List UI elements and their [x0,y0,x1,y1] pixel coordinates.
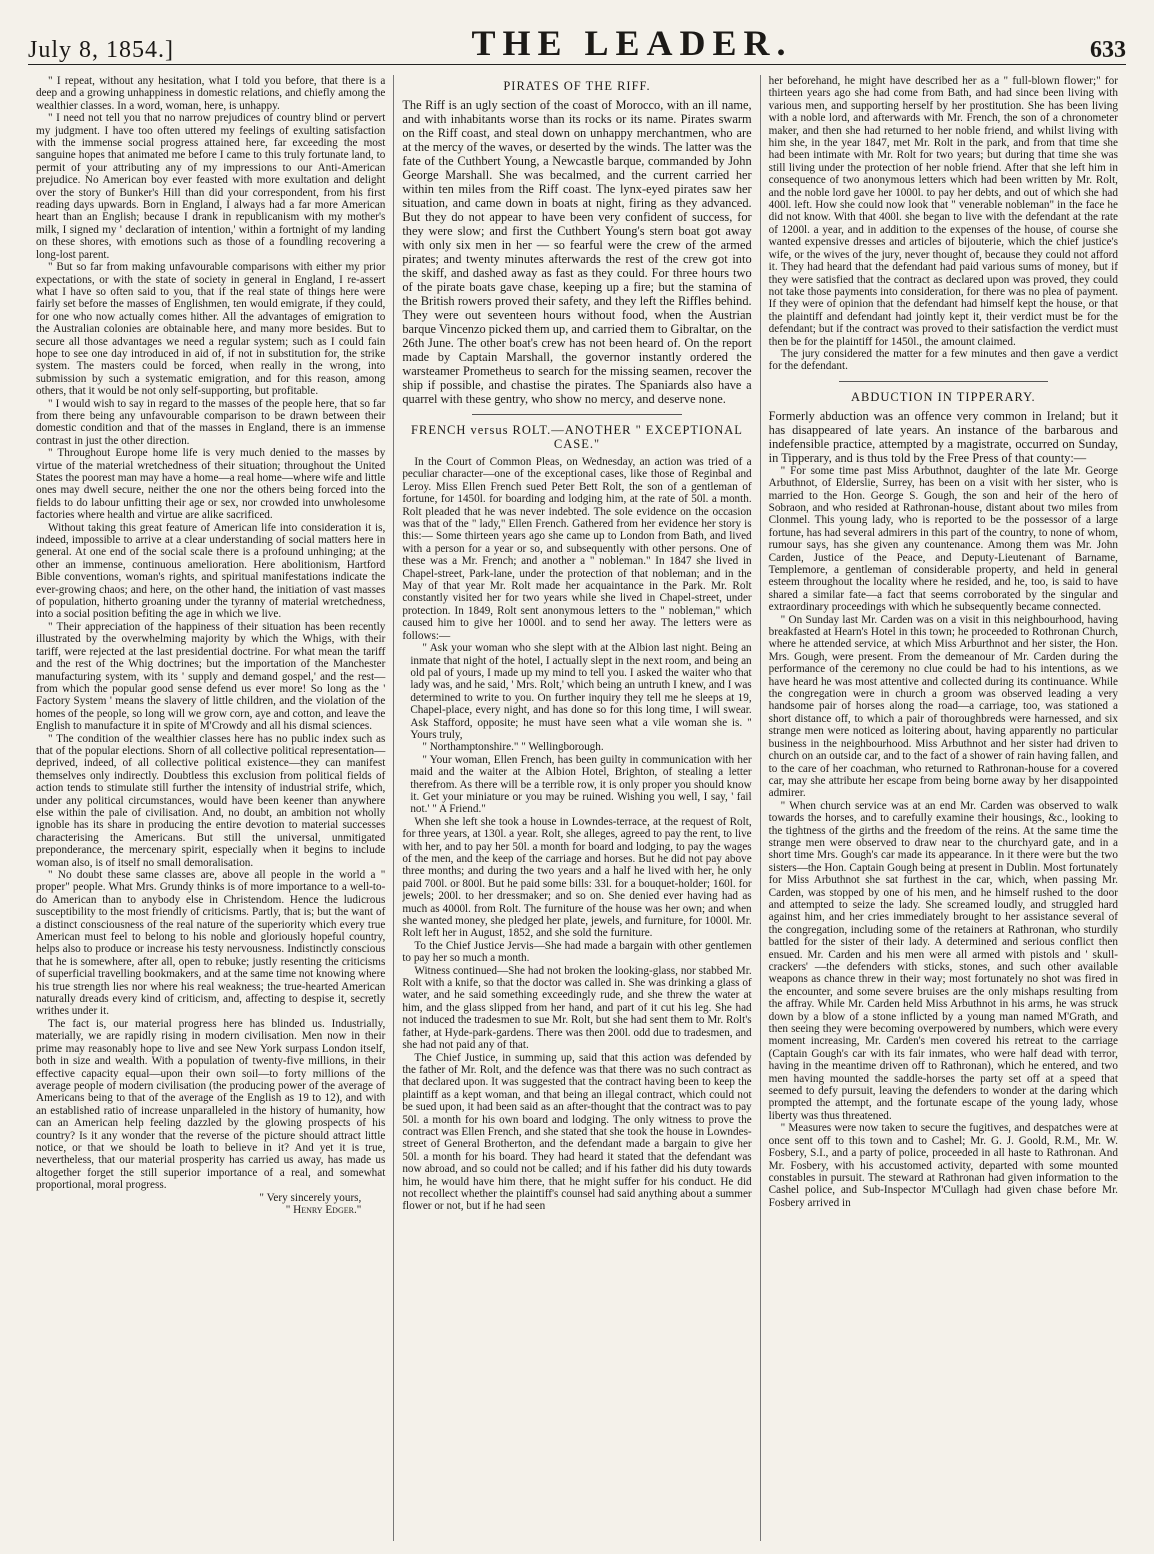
lead-text: Formerly abduction was an offence very common in Ireland; but it has disappeared of late years. An instance of the barbarous and indefensible practice, attempted by a magistrate, occurred on Sunday, in Tipperary, and is thus told by the Free Press of that county:— [768,408,1118,465]
letter-paragraph: " The condition of the wealthier classes here has no public index such as that of the popular elections. Shorn of all collective political representation—deprived, indeed, of all collective political existence—they can manifest themselves only indirectly. Doubtless this exclusion from political fields of action tends to stimulate still further the intensity of industrial strife, which, under any political circumstances, would have been keener than anywhere else within the pale of civilisation. And, no doubt, an ambition not wholly ignoble has its share in producing the entire devotion to material successes characterising the Americans. But still the universal, unmitigated preponderance, the mercenary spirit, especially when it begins to include woman also, is of itself no small demoralisation. [36,732,386,869]
column-middle [393,75,759,1541]
letter-paragraph: Without taking this great feature of American life into consideration it is, indeed, impossible to arrive at a clear understanding of social matters here in general. At one end of the social scale there is a profound unhinging; at the other an immense, continuous amelioration. Here abolitionism, Hartford Bible conventions, woman's rights, and spiritual manifestations indicate the ever-growing chaos; and here, on the other hand, the initiation of vast masses of population, hitherto groaning under the tyranny of material wretchedness, into a social position befiting the age in which we live. [36,521,386,621]
section-divider [839,381,1049,382]
article-paragraph: her beforehand, he might have described her as a " full-blown flower;" for thirteen years ago she had come from Bath, and had since been living with various men, and supporting herself by her prostitution. She has been living with a noble lord, and afterwards with Mr. French, the son of a chronometer maker, and then she had returned to her noble friend, and whilst living with him she, in the year 1847, met Mr. Rolt in the park, and from that time she had been intimate with Mr. Rolt for two years; but during that time she was still living under the protection of her noble friend. After that she left him in consequence of two anonymous letters which had been written by Mr. Rolt, and the noble lord gave her 1000l. to pay her debts, and out of which she had 400l. left. How she could now look that " venerable nobleman" in the face he did not know. With that 400l. she began to live with the defendant at the rate of 1200l. a year, and in addition to the expenses of the house, of course she wanted expensive dresses and articles of bijouterie, which the chief justice's wife, or the wives of the jury, never thought of, because they could not afford it. They had heard that the defendant had paid various sums of money, but if they were satisfied that the contract as declared upon was proved, they could not take those payments into consideration, for there was no plea of payment. If they were of opinion that the defendant had himself kept the house, or that the plaintiff and defendant had jointly kept it, their verdict must be for the defendant; but if the contract was proved to their satisfaction the verdict must then be for the plaintiff for 1450l., the amount claimed. [768,75,1118,348]
article-paragraph: In the Court of Common Pleas, on Wednesday, an action was tried of a peculiar character—one of the exceptional cases, like those of Reginbal and Leroy. Miss Ellen French sued Peter Bett Rolt, the son of a gentleman of fortune, for 1450l. for boarding and lodging him, at the rate of 50l. a month. Rolt pleaded that he was never indebted. The sole evidence on the occasion was that of the " lady," Ellen French. Gathered from her evidence her story is this:— Some thirteen years ago she came up to London from Bath, and lived with a person for a year or so, and subsequently with other persons. One of these was a Mr. French; and another a " nobleman." In 1847 she lived in Chapel-street, Park-lane, under the protection of that nobleman; and in the May of that year Mr. Rolt made her acquaintance in the Park. Mr. Rolt constantly visited her for two years while she lived in Chapel-street, under protection. In 1849, Rolt sent anonymous letters to the " nobleman," which caused him to give her 1000l. and to send her away. The letters were as follows:— [402,456,752,642]
letter-paragraph: " Their appreciation of the happiness of their situation has been recently illustrated by the overwhelming majority by which the Whigs, with their tariff, were rejected at the last presidential doctrine. For what mean the tariff and the rest of the Whig doctrines; but the importation of the Manchester manufacturing system, with its ' supply and demand gospel,' and the rest—from which the popular good sense defend us ever more! So long as the ' Factory System ' means the slavery of little children, and the violation of the homes of the people, so long will we grow corn, aye and cotton, and leave the English to manufacture it in spite of M'Crowdy and all his dismal sciences. [36,620,386,733]
article-paragraph: " When church service was at an end Mr. Carden was observed to walk towards the horses, and to carefully examine their housings, &c., looking to the tightness of the girths and the freedom of the reins. At the same time the strange men were observed to draw near to the churchyard gate, and in a short time Mrs. Gough's car made its appearance. In it there were but the two sisters—the Hon. Captain Gough being at present in Dublin. Most fortunately for Miss Arbuthnot she sat furthest in the car, which, when passing Mr. Carden, was stopped by one of his men, and he himself rushed to the door and attempted to seize the lady. She screamed loudly, and struggled hard against him, and her cries immediately brought to her assistance several of the congregation, including some of the retainers at Rathronan, who sturdily battled for the sister of their lady. A determined and serious conflict then ensued. Mr. Carden and his men were all armed with pistols and ' skull-crackers' —the defenders with sticks, stones, and such other available weapons as chance threw in their way; most fortunately no shot was fired in the encounter, and some severe bruises are the only mishaps resulting from the affray. While Mr. Carden held Miss Arbuthnot in his arms, he was struck down by a blow of a stone inflicted by a young man named M'Grath, and then seeing they were becoming overpowered by numbers, which were every moment increasing, Mr. Carden's men covered his retreat to the carriage (Captain Gough's car with its fair inmates, who were half dead with terror, having in the meantime driven off to Rathronan), which he entered, and two men having mounted the saddle-horses the party set off at a speed that seemed to defy pursuit, leaving the defenders to wonder at the daring which prompted the attempt, and the fortunate escape of the young lady, whose liberty was thus threatened. [768,799,1118,1122]
section-divider [472,414,682,415]
article-paragraph: " On Sunday last Mr. Carden was on a visit in this neighbourhood, having breakfasted at Hearn's Hotel in this town; he proceeded to Rothronan Church, where he attended service, at which Miss Arburthnot and her sister, the Hon. Mrs. Gough, were present. From the demeanour of Mr. Carden during the performance of the ceremony no clue could be had to his intentions, as we have heard he was most attentive and collected during its continuance. While the congregation were in church a groom was observed leading a very handsome pair of horses along the road—a carriage, too, was stationed a short distance off, to which a pair of thoroughbreds were harnessed, and six strange men were noticed as loitering about, having apparently no particular business in the neighbourhood. Miss Arbuthnot and her sister had driven to church on an outside car, and to the fact of a shower of rain having fallen, and to the care of her coachman, who returned to Rathronan-house for a covered car, may she attribute her escape from being borne away by her disappointed admirer. [768,613,1118,800]
abduction-lead [769,409,1118,465]
article-paragraph: The Chief Justice, in summing up, said that this action was defended by the father of Mr. Rolt, and the defence was that there was no such contract as that declared upon. It was suggested that the contract having been to keep the plaintiff as a kept woman, and that being an illegal contract, which could not be sued upon, it had been said as an after-thought that the contract was to pay 50l. a month for his own board and lodging. The only witness to prove the contract was Ellen French, and she stated that she took the house in Lowndes-street of General Brotherton, and the defendant made a bargain to give her 50l. a month for his board. They had heard it stated that the defendant was now abroad, and so could not be called; and if his father did his duty towards him, he would have him there, that he might suffer for his conduct. He did not recollect whether the plaintiff's counsel had said anything about a summer flower or not, but if he had seen [402,1051,752,1213]
letter-paragraph: " I repeat, without any hesitation, what I told you before, that there is a deep and a growing unhappiness in domestic relations, and chiefly among the wealthier classes. In a word, woman, here, is unhappy. [36,75,386,112]
article-paragraph: To the Chief Justice Jervis—She had made a bargain with other gentlemen to pay her so much a month. [402,939,752,965]
letter-paragraph: " But so far from making unfavourable comparisons with either my prior expectations, or with the state of society in general in England, I re-assert what I have so often said to you, that if the real state of things here were fairly set before the masses of Englishmen, ten would emigrate, if they could, for one who now actually comes hither. All the advantages of emigration to the Australian colonies are obtainable here, and many more besides. But to secure all those advantages we need a regular system; such as I could fain hope to see one day introduced in aid of, if not in substitution for, the strike system. The masters could be forced, when really in the wrong, into submission by such a systematic emigration, and for this reason, among others, that it would be not only self-supporting, but profitable. [36,261,386,398]
letter-paragraph: " I would wish to say in regard to the masses of the people here, that so far from there being any unfavourable comparison to be drawn between their domestic condition and that of the masses in England, there is an immense contrast in just the other direction. [36,397,386,447]
letter-paragraph: " No doubt these same classes are, above all people in the world a " proper" people. What Mrs. Grundy thinks is of more importance to a well-to-do American than to anybody else in Christendom. Hence the ludicrous susceptibility to the most friendly of criticisms. Partly, that is; but the want of a distinct consciousness of the real nature of the superiority which every true American must feel to belong to his noble and gloriously hopeful country, helps also to produce or increase his testy nervousness. Indistinctly conscious that he is somewhere, after all, open to rebuke; justly resenting the criticisms of superficial travelling bookmakers, and at the same time not knowing where his true strength lies nor where his real weakness; the true-hearted American naturally dreads every kind of criticism, and, affecting to despise it, secretly writhes under it. [36,869,386,1018]
letter-paragraph: The fact is, our material progress here has blinded us. Industrially, materially, we are rapidly rising in modern civilisation. Men now in their prime may reasonably hope to live and see New York surpass London itself, both in size and wealth. With a population of twenty-five millions, in their effective capacity equal—upon their own soil—to forty millions of the average people of modern civilisation (the producing power of the average of Americans being to that of the average of the English as 19 to 12), and with an established ratio of increase unparalleled in the history of humanity, how can an American help feeling dazzled by the glowing prospects of his country? Is it any wonder that the reverse of the picture should attract little notice, or that we should be loath to believe in it? And yet it is true, nevertheless, that our material prosperity has carried us away, has made us altogether forget the still superior importance of a real, and somewhat proportional, moral progress. [36,1017,386,1192]
article-paragraph: Witness continued—She had not broken the looking-glass, nor stabbed Mr. Rolt with a knife, so that the doctor was called in. She was drinking a glass of water, and he said something exceedingly rude, and she threw the water at him, and the glass slipped from her hand, and part of it cut his leg. She had not induced the tradesmen to sue Mr. Rolt, but she had sent them to Mr. Rolt's father, at Hyde-park-gardens. There was then 200l. odd due to tradesmen, and she had not paid any of that. [402,964,752,1052]
masthead [28,18,1126,65]
letter-signature: " Henry Edger." [285,1203,362,1216]
letter-paragraph: " I need not tell you that no narrow prejudices of country blind or pervert my judgment. I have too often uttered my feelings of exulting satisfaction with the immense social progress attained here, far exceeding the most sanguine hopes that animated me before I came to this truly fortunate land, to permit of your attributing any of my impressions to our Anti-American prejudice. No American boy ever feasted with more exultation and delight over the story of Bunker's Hill than did your correspondent, from his first reading days upwards. Born in England, I always had a far more American heart than an English; because I drank in republicanism with my mother's milk, I signed my ' declaration of intention,' within a fortnight of my landing on these shores, with emotions such as those of a foundling recovering a long-lost parent. [36,112,386,261]
pirates-text: The Riff is an ugly section of the coast of Morocco, with an ill name, and with inhabitants worse than its rocks or its name. Pirates swarm on the Riff coast, and steal down on unhappy merchantmen, who are at the mercy of the waves, or deserted by the winds. The latter was the fate of the Cuthbert Young, a Newcastle barque, commanded by John George Marshall. She was becalmed, and the current carried her within ten miles from the Riff coast. The lynx-eyed pirates saw her situation, and came down in boats at night, firing as they advanced. But they do not appear to have been very confident of success, for they were slow; and first the Cuthbert Young's stern boat got away with only six men in her — so fearful were the crew of the armed pirates; and twenty minutes afterwards the rest of the crew got into the skiff, and dashed away as fast as they could. For three hours two of the pirate boats gave chase, keeping up a fire; but the stamina of the British rowers proved their safety, and they left the Riffles behind. They were out seventeen hours without food, when the Austrian barque Vincenzo picked them up, and carried them to Gibraltar, on the 26th June. The other boat's crew has not been heard of. On the report made by Captain Marshall, the governor instantly ordered the warsteamer Prometheus to search for the missing seamen, recover the ship if possible, and chastise the pirates. The Spaniards also have a quarrel with these gentry, who show no mercy, and deserve none. [402,98,752,406]
newspaper-title: THE LEADER. [471,23,793,63]
headline-pirates: PIRATES OF THE RIFF. [503,79,651,93]
quoted-letter: " Ask your woman who she slept with at the Albion last night. Being an inmate that night of the hotel, I actually slept in the next room, and being an old pal of yours, I made up my mind to tell you. I asked the waiter who that lady was, and he said, ' Mrs. Rolt,' which being an untruth I knew, and I was determined to write to you. On further inquiry they tell me he sleeps at 19, Chapel-place, every night, and has done so for this long time, I will swear. Ask Stafford, opposite; he must have seen what a vile woman she is. " Yours truly, [410,642,752,741]
pirates-article [402,98,751,406]
column-left [28,75,393,1541]
article-columns [28,75,1126,1541]
letter-closing: " Very sincerely yours, [259,1191,362,1204]
issue-date: July 8, 1854.] [28,37,174,63]
article-paragraph: When she left she took a house in Lowndes-terrace, at the request of Rolt, for three years, at 130l. a year. Rolt, she alleges, agreed to pay the rent, to live with her, and to pay her 50l. a month for board and lodging, to pay the wages of the men, and the keep of the carriage and horses. But he did not pay above three months; and during the two years and a half he lived with her, he only paid 700l. or 800l. But he paid some bills: 33l. for a bouquet-holder; 160l. for jewels; 200l. to her dressmaker; and so on. She denied ever having had as much as 4000l. from Rolt. The furniture of the house was her own; and when she wanted money, she pledged her plate, jewels, and furniture, for 1000l. Mr. Rolt left her in August, 1852, and she sold the furniture. [402,815,752,940]
headline-abduction: ABDUCTION IN TIPPERARY. [850,389,1036,404]
column-right [760,75,1126,1541]
article-paragraph: " For some time past Miss Arbuthnot, daughter of the late Mr. George Arbuthnot, of Elderslie, Surrey, has been on a visit with her sister, who is married to the Hon. George S. Gough, the son and heir of the hero of Sobraon, and who resided at Rathronan-house, distant about two miles from Clonmel. This young lady, who is reported to be the possessor of a large fortune, has had several admirers in this part of the country, to none of whom, rumour says, has she given any countenance. Among them was Mr. John Carden, Justice of the Peace, and Deputy-Lieutenant of Barname, Templemore, a gentleman of considerable property, and held in general esteem throughout the locality where he resided, and he, too, is said to have shared a similar fate—a fact that seems corroborated by the singular and extraordinary proceedings with which he subsequently became connected. [768,464,1118,614]
article-paragraph: The jury considered the matter for a few minutes and then gave a verdict for the defendant. [768,347,1118,373]
page-number: 633 [1090,37,1126,63]
quoted-letter: " Your woman, Ellen French, has been guilty in communication with her maid and the waiter at the Albion Hotel, Brighton, of stealing a letter therefrom. As there will be a terrible row, it is only proper you should know it. Get your miniature or you may be ruined. Wishing you well, I say, ' fail not.' " A Friend." [410,753,752,816]
quoted-letter-sign: " Northamptonshire." " Wellingborough. [422,741,604,754]
letter-paragraph: " Throughout Europe home life is very much denied to the masses by virtue of the material wretchedness of their situation; throughout the United States the poorest man may have a home—a real home—where wife and little ones may dwell secure, neither the one nor the others being forced into the fields to do labour unfitting their age or sex, nor crowded into unwholesome factories where health and virtue are alike sacrificed. [36,447,386,522]
headline-french-v-rolt: FRENCH versus ROLT.—ANOTHER " EXCEPTIONAL CASE." [411,423,743,451]
article-paragraph: " Measures were now taken to secure the fugitives, and despatches were at once sent off to this town and to Cashel; Mr. G. J. Goold, R.M., Mr. W. Fosbery, S.I., and a party of police, proceeded in all haste to Rathronan. And Mr. Fosbery, with his accustomed activity, departed with some mounted constables in pursuit. The steward at Rathronan had given information to the Cashel police, and Sub-Inspector M'Cullagh had given chase before Mr. Fosbery arrived in [768,1122,1118,1209]
